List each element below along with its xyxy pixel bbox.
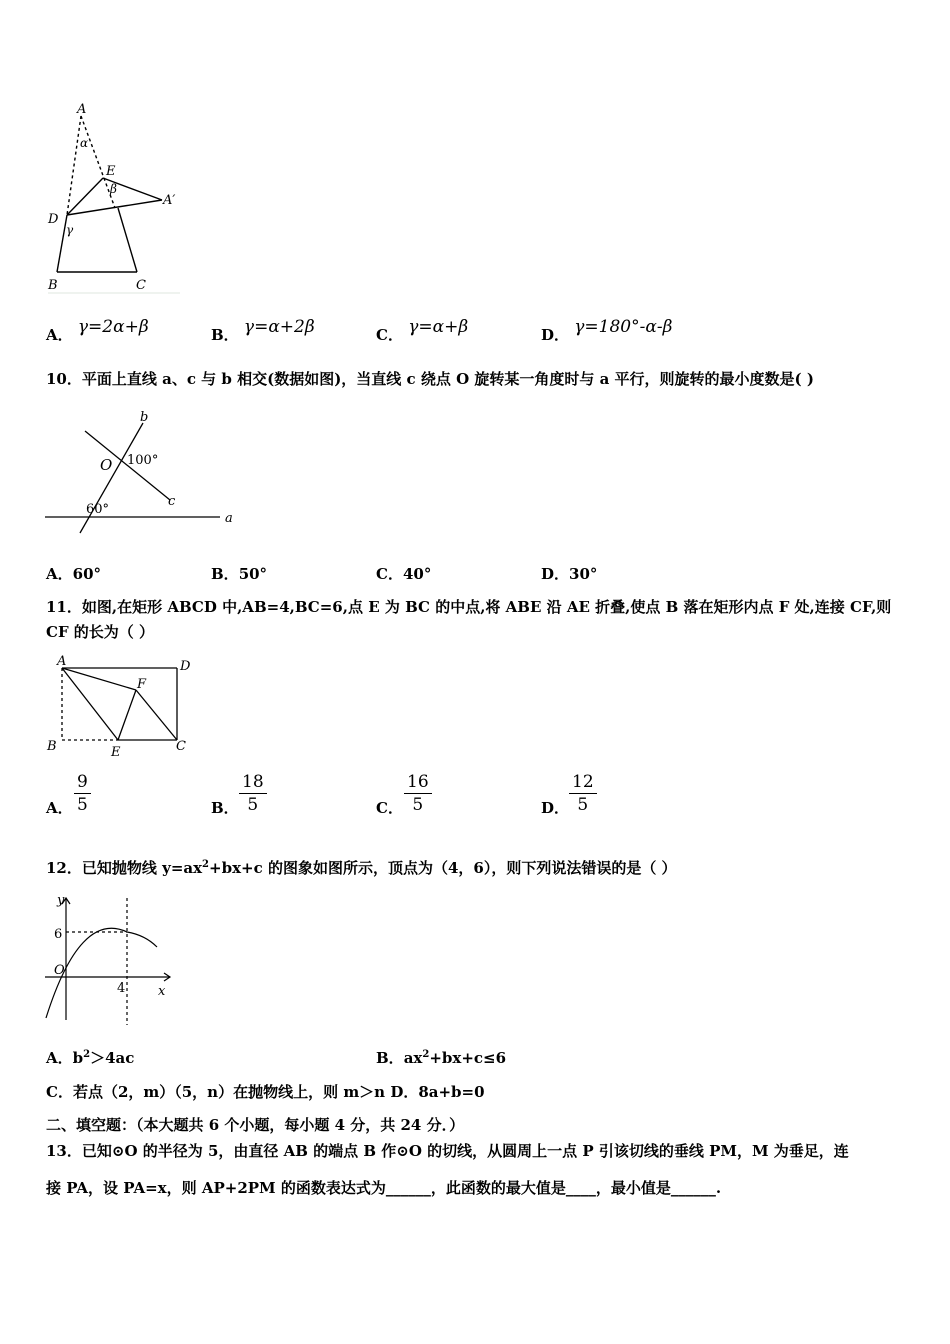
q11-label-D: D bbox=[180, 659, 191, 674]
q11-option-b-num: 18 bbox=[239, 771, 267, 794]
q11-option-d-num: 12 bbox=[569, 771, 597, 794]
q11-line-AF bbox=[62, 668, 136, 690]
q12-label-O: O bbox=[54, 963, 65, 978]
q10-label-60deg: 60° bbox=[86, 502, 110, 517]
q12-option-a-letter: A． bbox=[46, 1049, 73, 1067]
q12-label-6: 6 bbox=[54, 927, 63, 942]
q9-line-C-up bbox=[118, 208, 137, 272]
q10-option-d-letter: D． bbox=[541, 565, 570, 583]
q11-option-a-letter[interactable]: A． bbox=[46, 799, 73, 817]
q9-label-D: D bbox=[48, 212, 59, 227]
q9-label-B: B bbox=[48, 278, 58, 293]
q10-option-c-letter: C． bbox=[376, 565, 403, 583]
q12-option-b-post: +bx+c≤6 bbox=[429, 1049, 507, 1067]
q12-option-b-sup: 2 bbox=[422, 1049, 430, 1060]
q9-option-d-text: γ=180°-α-β bbox=[574, 317, 673, 337]
q9-line-AD bbox=[67, 116, 81, 215]
q9-option-c[interactable] bbox=[376, 317, 469, 345]
q11-option-d-fraction bbox=[569, 771, 597, 816]
q11-option-b-letter[interactable]: B． bbox=[211, 799, 239, 817]
q11-option-a-fraction bbox=[74, 771, 91, 816]
q11-stem-line1: 11．如图,在矩形 ABCD 中,AB=4,BC=6,点 E 为 BC 的中点,将 ABE 沿 AE 折叠,使点 B 落在矩形内点 F 处,连接 CF,则 bbox=[46, 598, 892, 616]
q9-label-A: A bbox=[77, 102, 87, 117]
q12-figure bbox=[40, 890, 180, 1030]
q13-line2: 接 PA，设 PA=x，则 AP+2PM 的函数表达式为______，此函数的最大值是____，最小值是______. bbox=[46, 1179, 722, 1197]
q11-label-B: B bbox=[47, 739, 57, 754]
q11-option-a-num: 9 bbox=[74, 771, 91, 794]
q10-option-a-letter: A． bbox=[46, 565, 73, 583]
q10-option-d-text: 30° bbox=[569, 565, 598, 583]
q10-option-c-text: 40° bbox=[402, 565, 432, 583]
q10-option-c[interactable] bbox=[376, 563, 431, 584]
q11-line-AE bbox=[62, 668, 118, 740]
q9-option-b-letter: B． bbox=[211, 326, 239, 344]
q9-line-DA-prime bbox=[67, 200, 162, 215]
q11-option-a-den: 5 bbox=[77, 795, 88, 815]
q12-label-x: x bbox=[158, 984, 166, 999]
q9-option-c-text: γ=α+β bbox=[408, 317, 469, 337]
q12-option-b-pre: ax bbox=[403, 1049, 423, 1067]
q11-option-b-den: 5 bbox=[247, 795, 259, 815]
q11-stem-line2: CF 的长为（ ） bbox=[46, 623, 155, 641]
q10-option-a-text: 60° bbox=[72, 565, 102, 583]
q12-option-b-letter: B． bbox=[376, 1049, 404, 1067]
q11-option-d-letter[interactable]: D． bbox=[541, 799, 570, 817]
q9-option-a-letter: A． bbox=[46, 326, 73, 344]
q10-label-c: c bbox=[168, 494, 176, 509]
q10-stem: 10．平面上直线 a、c 与 b 相交(数据如图)，当直线 c 绕点 O 旋转某一角度时与 a 平行，则旋转的最小度数是( ) bbox=[46, 370, 814, 388]
q12-stem-pre: 12．已知抛物线 y=ax bbox=[46, 859, 203, 877]
q9-option-d-letter: D． bbox=[541, 326, 570, 344]
q12-option-a-post: ＞4ac bbox=[90, 1049, 135, 1067]
q12-option-a[interactable] bbox=[46, 1047, 134, 1068]
q9-option-b[interactable] bbox=[211, 317, 315, 345]
q11-label-E: E bbox=[111, 745, 121, 760]
q11-figure bbox=[40, 650, 210, 765]
q12-stem bbox=[46, 854, 677, 879]
q9-label-C: C bbox=[136, 278, 146, 293]
q9-label-alpha: α bbox=[80, 136, 89, 150]
q9-option-c-letter: C． bbox=[376, 326, 403, 344]
q9-option-b-text: γ=α+2β bbox=[243, 317, 315, 337]
q10-option-a[interactable] bbox=[46, 563, 101, 584]
q11-option-b-fraction bbox=[239, 771, 267, 816]
q11-line-FC bbox=[136, 690, 177, 740]
q10-option-b-text: 50° bbox=[238, 565, 268, 583]
q11-option-c-num: 16 bbox=[404, 771, 432, 794]
q12-options-c-d[interactable]: C．若点（2，m）（5，n）在抛物线上，则 m＞n D．8a+b=0 bbox=[46, 1083, 485, 1101]
q12-label-4: 4 bbox=[117, 981, 126, 996]
q9-label-A-prime: A′ bbox=[163, 193, 176, 208]
q9-line-ED bbox=[67, 178, 103, 215]
q12-stem-sup: 2 bbox=[202, 859, 210, 870]
q10-label-100deg: 100° bbox=[127, 453, 159, 468]
q9-option-d[interactable] bbox=[541, 317, 673, 345]
q11-label-C: C bbox=[176, 739, 186, 754]
q9-figure bbox=[40, 100, 200, 300]
q11-option-c-letter[interactable]: C． bbox=[376, 799, 403, 817]
q12-stem-post: +bx+c 的图象如图所示，顶点为（4，6），则下列说法错误的是（ ） bbox=[209, 859, 677, 877]
q10-option-b-letter: B． bbox=[211, 565, 239, 583]
q12-label-y: y bbox=[57, 893, 65, 908]
q12-option-a-sup: 2 bbox=[83, 1049, 91, 1060]
q11-label-F: F bbox=[137, 677, 147, 692]
q11-option-d-den: 5 bbox=[577, 795, 589, 815]
q11-option-c-den: 5 bbox=[412, 795, 424, 815]
q10-option-b[interactable] bbox=[211, 563, 267, 584]
q13-line1: 13．已知⊙O 的半径为 5，由直径 AB 的端点 B 作⊙O 的切线，从圆周上一点 P 引该切线的垂线 PM，M 为垂足，连 bbox=[46, 1142, 849, 1160]
q10-figure bbox=[40, 405, 250, 540]
q9-label-gamma: γ bbox=[66, 223, 74, 237]
q11-line-FE bbox=[118, 690, 136, 740]
q10-label-a: a bbox=[225, 511, 233, 526]
q9-option-a[interactable] bbox=[46, 317, 149, 345]
q10-option-d[interactable] bbox=[541, 563, 597, 584]
q10-label-b: b bbox=[140, 410, 149, 425]
q9-label-E: E bbox=[106, 164, 116, 179]
q10-label-O: O bbox=[100, 456, 113, 474]
section2-heading: 二、填空题：（本大题共 6 个小题，每小题 4 分，共 24 分．） bbox=[46, 1116, 465, 1134]
q9-option-a-text: γ=2α+β bbox=[77, 317, 149, 337]
q11-option-c-fraction bbox=[404, 771, 432, 816]
q11-label-A: A bbox=[57, 654, 67, 669]
q12-option-a-pre: b bbox=[72, 1049, 84, 1067]
q12-option-b[interactable] bbox=[376, 1047, 506, 1068]
q9-label-beta: β bbox=[110, 182, 117, 196]
